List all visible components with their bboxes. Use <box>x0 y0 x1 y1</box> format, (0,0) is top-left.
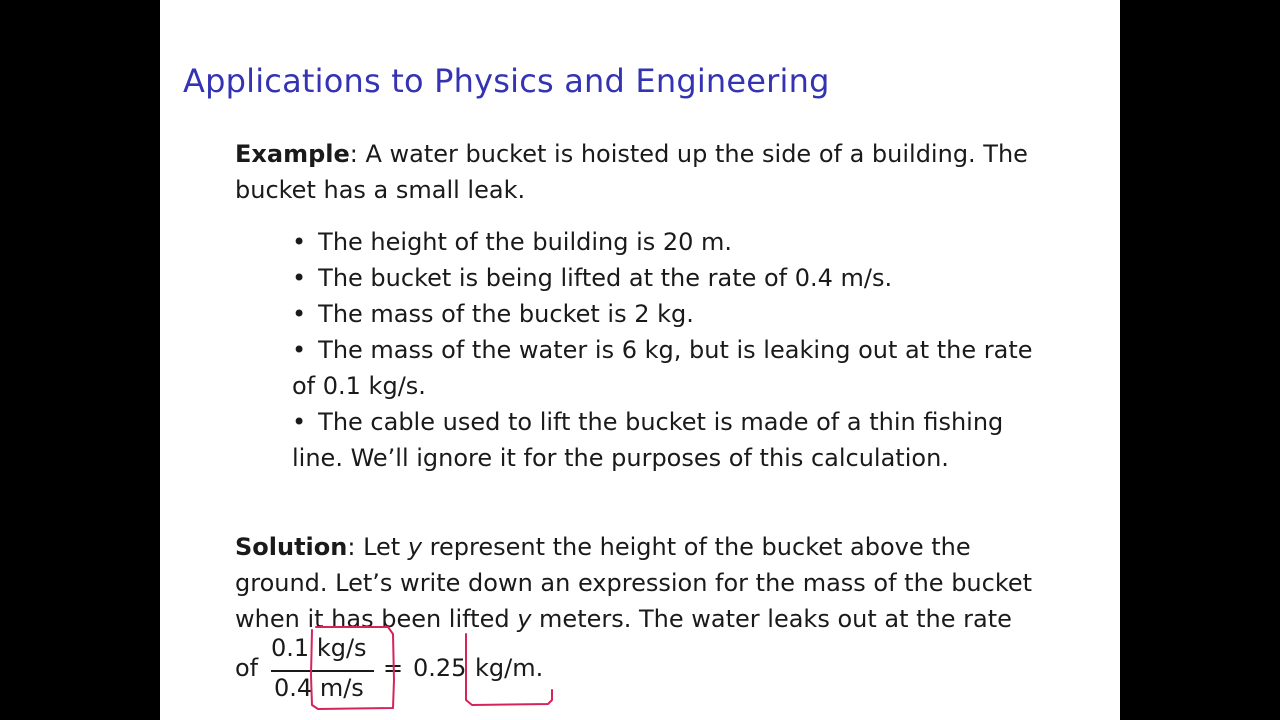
example-text-2: bucket has a small leak. <box>235 176 526 204</box>
slide <box>160 0 1120 720</box>
bullet-dot: • <box>292 408 307 436</box>
fraction-numerator: 0.1 kg/s <box>271 634 367 662</box>
bullet-item: • The mass of the water is 6 kg, but is leaking out at the rate <box>292 336 1033 364</box>
bullet-item: • The cable used to lift the bucket is made of a thin fishing <box>292 408 1004 436</box>
equals-sign: = <box>383 654 404 682</box>
bullet-dot: • <box>292 228 307 256</box>
bullet-item: • The mass of the bucket is 2 kg. <box>292 300 694 328</box>
bullet-dot: • <box>292 336 307 364</box>
solution-line-1: Solution: Let y represent the height of the bucket above the <box>235 533 971 561</box>
result-value: 0.25 <box>413 654 467 682</box>
bullet-item: • The bucket is being lifted at the rate of 0.4 m/s. <box>292 264 893 292</box>
result-unit: kg/m. <box>475 654 544 682</box>
bullet-continuation: line. We’ll ignore it for the purposes of this calculation. <box>292 444 949 472</box>
rate-equation <box>235 630 735 710</box>
fraction-denominator: 0.4 m/s <box>274 674 364 702</box>
bullet-dot: • <box>292 300 307 328</box>
math-of: of <box>235 654 259 682</box>
example-text-1: : A water bucket is hoisted up the side of a building. The <box>349 140 1028 168</box>
solution-label: Solution <box>235 533 348 561</box>
solution-line-2: ground. Let’s write down an expression for the mass of the bucket <box>235 569 1033 597</box>
variable-y: y <box>407 533 423 561</box>
fraction-bar <box>271 670 374 672</box>
solution-line-3: when it has been lifted y meters. The water leaks out at the rate <box>235 605 1012 633</box>
bullet-item: • The height of the building is 20 m. <box>292 228 733 256</box>
example-label: Example <box>235 140 350 168</box>
bullet-continuation: of 0.1 kg/s. <box>292 372 426 400</box>
variable-y: y <box>517 605 532 633</box>
slide-title: Applications to Physics and Engineering <box>183 62 830 100</box>
bullet-dot: • <box>292 264 307 292</box>
example-line-1 <box>235 140 1028 168</box>
